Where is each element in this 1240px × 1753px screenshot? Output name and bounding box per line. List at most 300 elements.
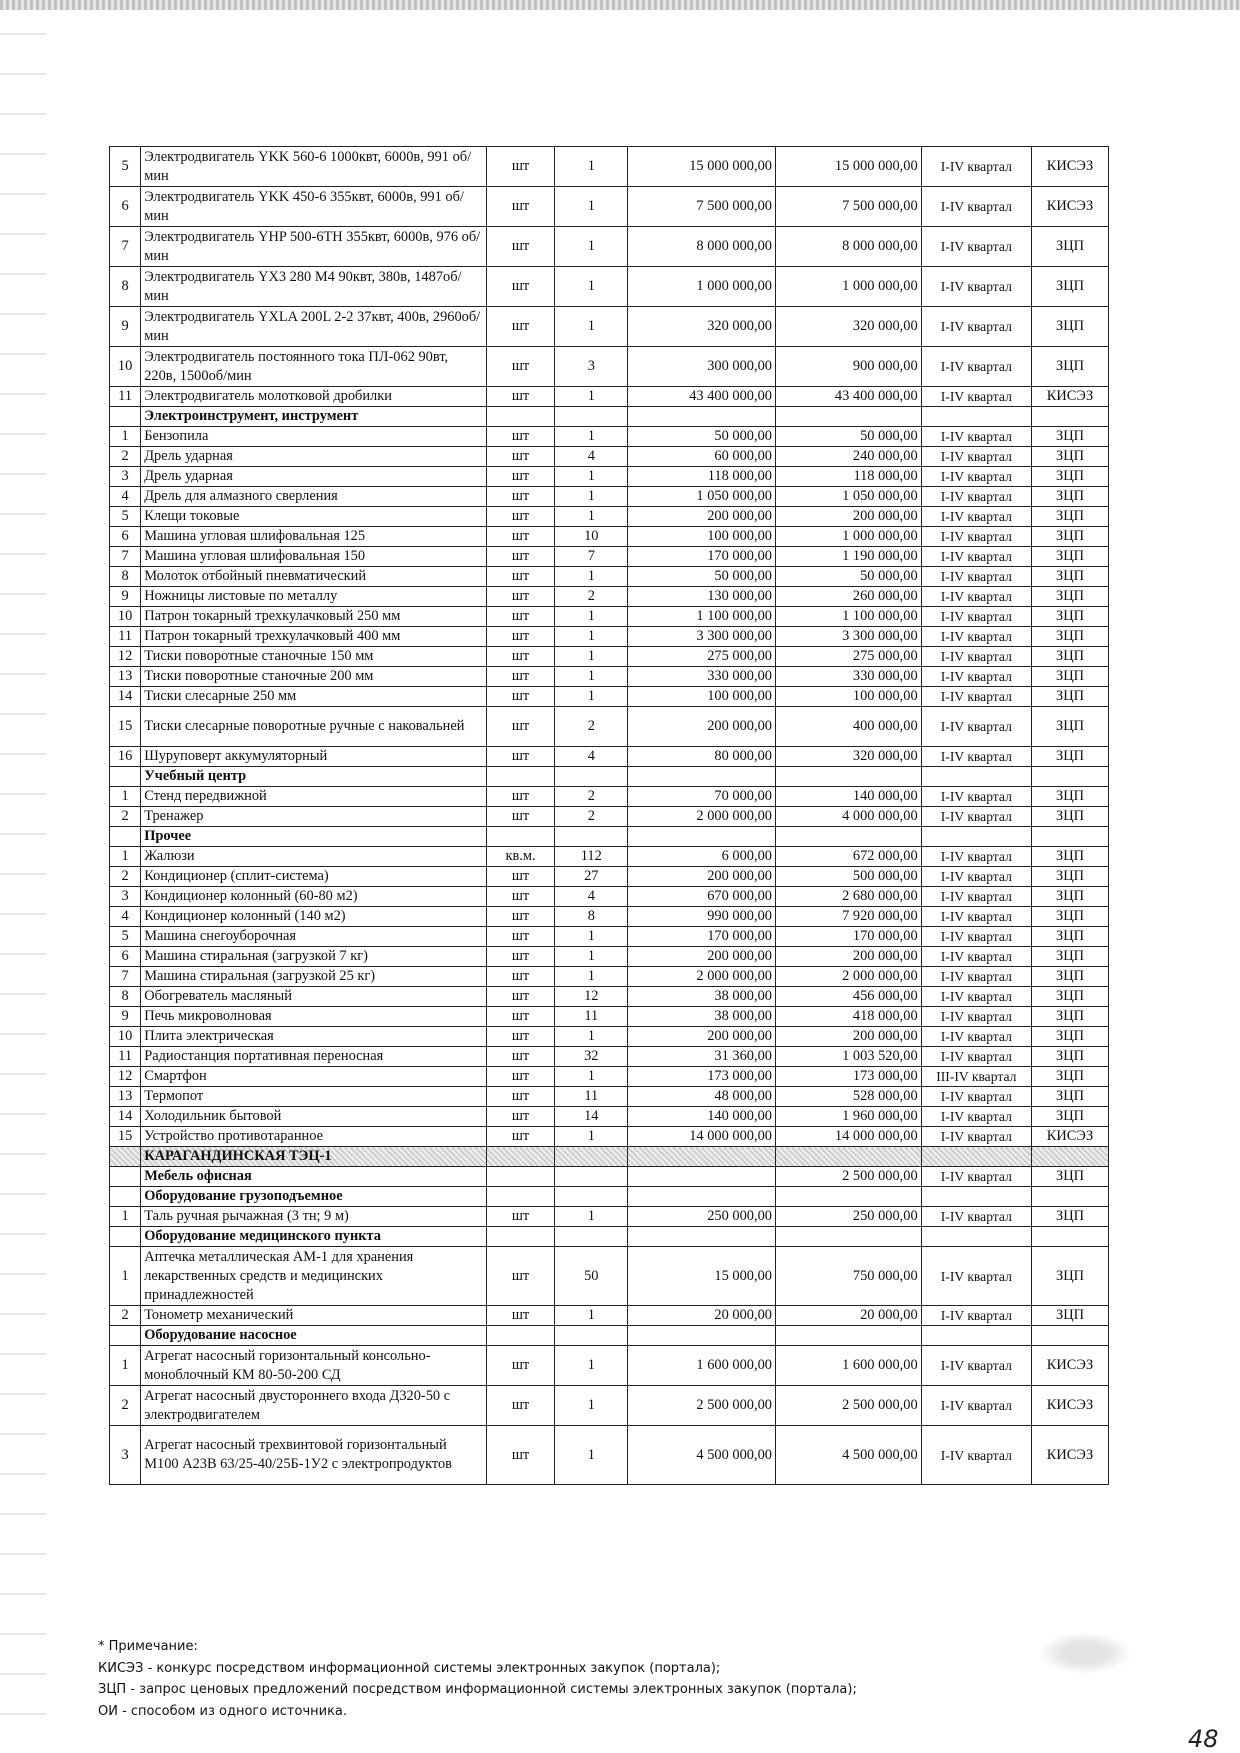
cell-unit: шт — [486, 1107, 555, 1127]
section-row — [110, 407, 1109, 427]
cell-unit: шт — [486, 747, 555, 767]
cell-unit-price: 330 000,00 — [628, 667, 776, 687]
cell-period: I-IV квартал — [921, 387, 1031, 407]
cell-period: I-IV квартал — [921, 1247, 1031, 1306]
cell-period — [921, 1187, 1031, 1207]
cell-total-sum: 200 000,00 — [775, 947, 921, 967]
cell-period: I-IV квартал — [921, 1167, 1031, 1187]
cell-unit-price: 320 000,00 — [628, 307, 776, 347]
cell-unit — [486, 1227, 555, 1247]
cell-total-sum: 200 000,00 — [775, 1027, 921, 1047]
cell-period: I-IV квартал — [921, 427, 1031, 447]
section-row — [110, 1167, 1109, 1187]
cell-unit: шт — [486, 887, 555, 907]
table-row — [110, 867, 1109, 887]
cell-procurement-method: ЗЦП — [1031, 1207, 1108, 1227]
cell-unit-price — [628, 407, 776, 427]
cell-period: I-IV квартал — [921, 647, 1031, 667]
cell-period: I-IV квартал — [921, 847, 1031, 867]
cell-total-sum: 173 000,00 — [775, 1067, 921, 1087]
cell-total-sum: 8 000 000,00 — [775, 227, 921, 267]
table-row — [110, 707, 1109, 747]
table-row — [110, 1047, 1109, 1067]
cell-unit: шт — [486, 1027, 555, 1047]
cell-procurement-method: КИСЭЗ — [1031, 1386, 1108, 1426]
table-row — [110, 947, 1109, 967]
cell-unit-price: 200 000,00 — [628, 707, 776, 747]
cell-procurement-method — [1031, 407, 1108, 427]
cell-unit: шт — [486, 687, 555, 707]
table-row — [110, 907, 1109, 927]
cell-unit-price: 80 000,00 — [628, 747, 776, 767]
cell-quantity: 1 — [555, 227, 628, 267]
cell-unit: шт — [486, 567, 555, 587]
table-row — [110, 307, 1109, 347]
cell-procurement-method — [1031, 1147, 1108, 1167]
cell-total-sum: 418 000,00 — [775, 1007, 921, 1027]
cell-period: I-IV квартал — [921, 747, 1031, 767]
table-row — [110, 387, 1109, 407]
cell-item-name: Электродвигатель YKK 450-6 355квт, 6000в, 991 об/мин — [141, 187, 486, 227]
cell-period: I-IV квартал — [921, 1007, 1031, 1027]
cell-unit-price: 200 000,00 — [628, 867, 776, 887]
cell-procurement-method: ЗЦП — [1031, 927, 1108, 947]
cell-quantity: 1 — [555, 1207, 628, 1227]
cell-total-sum: 672 000,00 — [775, 847, 921, 867]
cell-unit-price: 50 000,00 — [628, 427, 776, 447]
cell-row-number — [110, 1167, 141, 1187]
cell-period — [921, 1326, 1031, 1346]
cell-unit: шт — [486, 1346, 555, 1386]
cell-quantity: 1 — [555, 967, 628, 987]
cell-item-name: Радиостанция портативная переносная — [141, 1047, 486, 1067]
cell-quantity: 10 — [555, 527, 628, 547]
cell-unit-price — [628, 1227, 776, 1247]
cell-procurement-method: ЗЦП — [1031, 1107, 1108, 1127]
cell-procurement-method: ЗЦП — [1031, 267, 1108, 307]
cell-unit-price: 140 000,00 — [628, 1107, 776, 1127]
cell-procurement-method — [1031, 767, 1108, 787]
cell-quantity — [555, 827, 628, 847]
cell-quantity: 1 — [555, 1306, 628, 1326]
cell-total-sum — [775, 767, 921, 787]
cell-unit-price: 6 000,00 — [628, 847, 776, 867]
cell-total-sum: 320 000,00 — [775, 747, 921, 767]
cell-row-number: 14 — [110, 1107, 141, 1127]
cell-total-sum: 1 190 000,00 — [775, 547, 921, 567]
cell-quantity — [555, 767, 628, 787]
cell-period: I-IV квартал — [921, 567, 1031, 587]
cell-unit-price: 118 000,00 — [628, 467, 776, 487]
cell-unit — [486, 767, 555, 787]
cell-unit-price: 200 000,00 — [628, 1027, 776, 1047]
cell-unit: шт — [486, 1087, 555, 1107]
cell-unit-price: 1 000 000,00 — [628, 267, 776, 307]
cell-total-sum: 1 960 000,00 — [775, 1107, 921, 1127]
cell-quantity: 1 — [555, 947, 628, 967]
cell-quantity: 1 — [555, 467, 628, 487]
cell-period: I-IV квартал — [921, 1306, 1031, 1326]
cell-unit-price: 4 500 000,00 — [628, 1426, 776, 1485]
table-row — [110, 447, 1109, 467]
section-row — [110, 1187, 1109, 1207]
cell-unit: шт — [486, 387, 555, 407]
cell-total-sum: 100 000,00 — [775, 687, 921, 707]
cell-period: I-IV квартал — [921, 1107, 1031, 1127]
cell-procurement-method: ЗЦП — [1031, 1087, 1108, 1107]
cell-quantity: 1 — [555, 927, 628, 947]
section-row — [110, 1227, 1109, 1247]
cell-unit: шт — [486, 647, 555, 667]
cell-quantity: 1 — [555, 687, 628, 707]
cell-item-name: Клещи токовые — [141, 507, 486, 527]
table-row — [110, 807, 1109, 827]
cell-item-name: Тиски слесарные поворотные ручные с наковальней — [141, 707, 486, 747]
cell-row-number: 8 — [110, 567, 141, 587]
cell-quantity: 2 — [555, 807, 628, 827]
cell-item-name: Агрегат насосный горизонтальный консольно-моноблочный КМ 80-50-200 СД — [141, 1346, 486, 1386]
cell-unit: шт — [486, 187, 555, 227]
cell-unit: шт — [486, 967, 555, 987]
table-body — [110, 147, 1109, 1485]
cell-item-name: Шуруповерт аккумуляторный — [141, 747, 486, 767]
cell-row-number: 11 — [110, 627, 141, 647]
cell-unit-price — [628, 767, 776, 787]
cell-total-sum — [775, 1187, 921, 1207]
cell-quantity: 1 — [555, 147, 628, 187]
cell-procurement-method: ЗЦП — [1031, 627, 1108, 647]
cell-procurement-method: ЗЦП — [1031, 467, 1108, 487]
cell-item-name: Тренажер — [141, 807, 486, 827]
cell-item-name: Аптечка металлическая АМ-1 для хранения лекарственных средств и медицинских принадлежностей — [141, 1247, 486, 1306]
cell-unit-price: 1 600 000,00 — [628, 1346, 776, 1386]
cell-total-sum: 200 000,00 — [775, 507, 921, 527]
cell-item-name: Кондиционер (сплит-система) — [141, 867, 486, 887]
table-row — [110, 187, 1109, 227]
cell-quantity: 1 — [555, 1346, 628, 1386]
cell-procurement-method: ЗЦП — [1031, 667, 1108, 687]
cell-procurement-method: ЗЦП — [1031, 1027, 1108, 1047]
cell-procurement-method: ЗЦП — [1031, 427, 1108, 447]
cell-quantity: 4 — [555, 447, 628, 467]
cell-period: I-IV квартал — [921, 587, 1031, 607]
cell-procurement-method: ЗЦП — [1031, 987, 1108, 1007]
cell-quantity: 4 — [555, 747, 628, 767]
cell-item-name: Электродвигатель YX3 280 M4 90квт, 380в, 1487об/мин — [141, 267, 486, 307]
cell-row-number: 12 — [110, 647, 141, 667]
cell-quantity: 11 — [555, 1087, 628, 1107]
cell-item-name: Дрель ударная — [141, 447, 486, 467]
cell-unit-price: 2 000 000,00 — [628, 807, 776, 827]
cell-item-name: Машина стиральная (загрузкой 7 кг) — [141, 947, 486, 967]
cell-period: I-IV квартал — [921, 447, 1031, 467]
cell-item-name: Тонометр механический — [141, 1306, 486, 1326]
cell-procurement-method — [1031, 1187, 1108, 1207]
table-row — [110, 227, 1109, 267]
cell-item-name: Печь микроволновая — [141, 1007, 486, 1027]
table-row — [110, 427, 1109, 447]
cell-quantity: 1 — [555, 487, 628, 507]
cell-total-sum: 250 000,00 — [775, 1207, 921, 1227]
cell-period: I-IV квартал — [921, 307, 1031, 347]
cell-unit-price: 170 000,00 — [628, 547, 776, 567]
cell-unit-price: 14 000 000,00 — [628, 1127, 776, 1147]
table-row — [110, 787, 1109, 807]
cell-unit-price: 200 000,00 — [628, 507, 776, 527]
cell-total-sum: 20 000,00 — [775, 1306, 921, 1326]
cell-item-name: Прочее — [141, 827, 486, 847]
cell-unit — [486, 1326, 555, 1346]
table-row — [110, 1426, 1109, 1485]
cell-row-number: 16 — [110, 747, 141, 767]
cell-unit: шт — [486, 447, 555, 467]
cell-unit-price — [628, 1187, 776, 1207]
cell-row-number: 1 — [110, 787, 141, 807]
cell-row-number — [110, 1147, 141, 1167]
cell-row-number: 6 — [110, 527, 141, 547]
cell-total-sum: 330 000,00 — [775, 667, 921, 687]
cell-procurement-method: ЗЦП — [1031, 507, 1108, 527]
cell-row-number: 1 — [110, 1346, 141, 1386]
cell-total-sum: 170 000,00 — [775, 927, 921, 947]
table-row — [110, 927, 1109, 947]
cell-procurement-method: КИСЭЗ — [1031, 147, 1108, 187]
cell-period: I-IV квартал — [921, 927, 1031, 947]
cell-unit-price: 3 300 000,00 — [628, 627, 776, 647]
cell-quantity — [555, 1326, 628, 1346]
table-row — [110, 1107, 1109, 1127]
cell-total-sum: 900 000,00 — [775, 347, 921, 387]
cell-item-name: Учебный центр — [141, 767, 486, 787]
cell-procurement-method: ЗЦП — [1031, 1247, 1108, 1306]
procurement-table-container — [109, 146, 1111, 1485]
cell-unit: шт — [486, 307, 555, 347]
cell-row-number: 10 — [110, 607, 141, 627]
cell-row-number — [110, 827, 141, 847]
cell-period: I-IV квартал — [921, 687, 1031, 707]
cell-procurement-method — [1031, 1227, 1108, 1247]
cell-item-name: Патрон токарный трехкулачковый 400 мм — [141, 627, 486, 647]
table-row — [110, 1067, 1109, 1087]
cell-unit: шт — [486, 1207, 555, 1227]
section-row — [110, 827, 1109, 847]
cell-unit-price: 275 000,00 — [628, 647, 776, 667]
cell-item-name: Стенд передвижной — [141, 787, 486, 807]
cell-period: I-IV квартал — [921, 947, 1031, 967]
cell-procurement-method: ЗЦП — [1031, 787, 1108, 807]
cell-quantity: 1 — [555, 567, 628, 587]
cell-procurement-method: ЗЦП — [1031, 607, 1108, 627]
cell-item-name: Молоток отбойный пневматический — [141, 567, 486, 587]
cell-total-sum: 2 680 000,00 — [775, 887, 921, 907]
cell-quantity — [555, 1167, 628, 1187]
cell-total-sum — [775, 1147, 921, 1167]
table-row — [110, 467, 1109, 487]
cell-row-number: 4 — [110, 487, 141, 507]
cell-item-name: Оборудование грузоподъемное — [141, 1187, 486, 1207]
cell-unit-price: 2 000 000,00 — [628, 967, 776, 987]
cell-total-sum: 528 000,00 — [775, 1087, 921, 1107]
cell-procurement-method: ЗЦП — [1031, 447, 1108, 467]
cell-quantity: 1 — [555, 1426, 628, 1485]
cell-period: I-IV квартал — [921, 227, 1031, 267]
cell-unit: шт — [486, 987, 555, 1007]
table-row — [110, 887, 1109, 907]
cell-unit-price: 130 000,00 — [628, 587, 776, 607]
cell-quantity: 1 — [555, 267, 628, 307]
cell-row-number: 10 — [110, 1027, 141, 1047]
cell-procurement-method: ЗЦП — [1031, 807, 1108, 827]
scan-edge-top — [0, 0, 1240, 10]
cell-row-number: 10 — [110, 347, 141, 387]
cell-period: I-IV квартал — [921, 467, 1031, 487]
cell-procurement-method: КИСЭЗ — [1031, 1346, 1108, 1386]
cell-period: I-IV квартал — [921, 1346, 1031, 1386]
cell-quantity: 4 — [555, 887, 628, 907]
cell-procurement-method — [1031, 1326, 1108, 1346]
cell-item-name: Устройство противотаранное — [141, 1127, 486, 1147]
cell-period: I-IV квартал — [921, 667, 1031, 687]
cell-quantity: 14 — [555, 1107, 628, 1127]
table-row — [110, 1087, 1109, 1107]
cell-procurement-method: ЗЦП — [1031, 587, 1108, 607]
cell-total-sum: 320 000,00 — [775, 307, 921, 347]
table-row — [110, 1027, 1109, 1047]
cell-quantity: 7 — [555, 547, 628, 567]
cell-period: I-IV квартал — [921, 1127, 1031, 1147]
cell-period: I-IV квартал — [921, 1027, 1031, 1047]
table-row — [110, 267, 1109, 307]
cell-row-number: 1 — [110, 1207, 141, 1227]
cell-unit-price: 100 000,00 — [628, 687, 776, 707]
table-row — [110, 667, 1109, 687]
section-row — [110, 767, 1109, 787]
cell-total-sum: 240 000,00 — [775, 447, 921, 467]
cell-unit: шт — [486, 507, 555, 527]
table-row — [110, 967, 1109, 987]
cell-unit: шт — [486, 1047, 555, 1067]
cell-total-sum: 750 000,00 — [775, 1247, 921, 1306]
cell-procurement-method: ЗЦП — [1031, 907, 1108, 927]
cell-period: I-IV квартал — [921, 607, 1031, 627]
cell-total-sum: 2 500 000,00 — [775, 1167, 921, 1187]
cell-unit — [486, 1187, 555, 1207]
cell-row-number: 15 — [110, 1127, 141, 1147]
cell-quantity: 1 — [555, 607, 628, 627]
table-row — [110, 687, 1109, 707]
cell-unit: шт — [486, 267, 555, 307]
cell-item-name: Электродвигатель YHP 500-6TH 355квт, 6000в, 976 об/мин — [141, 227, 486, 267]
cell-unit: шт — [486, 427, 555, 447]
cell-total-sum: 400 000,00 — [775, 707, 921, 747]
table-row — [110, 987, 1109, 1007]
cell-row-number: 7 — [110, 547, 141, 567]
cell-total-sum: 1 100 000,00 — [775, 607, 921, 627]
cell-row-number: 2 — [110, 1306, 141, 1326]
cell-procurement-method: ЗЦП — [1031, 307, 1108, 347]
cell-total-sum — [775, 407, 921, 427]
cell-quantity: 8 — [555, 907, 628, 927]
cell-quantity: 2 — [555, 587, 628, 607]
cell-unit: шт — [486, 527, 555, 547]
table-row — [110, 347, 1109, 387]
cell-unit-price: 70 000,00 — [628, 787, 776, 807]
cell-period: I-IV квартал — [921, 487, 1031, 507]
cell-procurement-method: ЗЦП — [1031, 847, 1108, 867]
cell-procurement-method: ЗЦП — [1031, 547, 1108, 567]
table-row — [110, 747, 1109, 767]
cell-unit-price: 173 000,00 — [628, 1067, 776, 1087]
cell-quantity: 50 — [555, 1247, 628, 1306]
cell-total-sum: 1 000 000,00 — [775, 527, 921, 547]
cell-total-sum: 15 000 000,00 — [775, 147, 921, 187]
cell-item-name: Смартфон — [141, 1067, 486, 1087]
cell-row-number: 5 — [110, 927, 141, 947]
cell-period: I-IV квартал — [921, 887, 1031, 907]
cell-unit-price: 8 000 000,00 — [628, 227, 776, 267]
cell-total-sum — [775, 1227, 921, 1247]
cell-procurement-method: КИСЭЗ — [1031, 1127, 1108, 1147]
cell-item-name: Оборудование насосное — [141, 1326, 486, 1346]
table-row — [110, 1386, 1109, 1426]
cell-total-sum: 118 000,00 — [775, 467, 921, 487]
cell-quantity: 27 — [555, 867, 628, 887]
cell-item-name: Термопот — [141, 1087, 486, 1107]
cell-unit-price — [628, 1147, 776, 1167]
cell-row-number: 2 — [110, 867, 141, 887]
cell-total-sum: 140 000,00 — [775, 787, 921, 807]
cell-quantity: 1 — [555, 187, 628, 227]
cell-row-number: 11 — [110, 1047, 141, 1067]
cell-period: I-IV квартал — [921, 967, 1031, 987]
cell-quantity: 112 — [555, 847, 628, 867]
cell-item-name: Электроинструмент, инструмент — [141, 407, 486, 427]
cell-row-number — [110, 407, 141, 427]
cell-item-name: Электродвигатель YKK 560-6 1000квт, 6000в, 991 об/мин — [141, 147, 486, 187]
cell-unit-price: 670 000,00 — [628, 887, 776, 907]
cell-total-sum: 1 600 000,00 — [775, 1346, 921, 1386]
cell-row-number: 2 — [110, 807, 141, 827]
cell-unit: шт — [486, 907, 555, 927]
cell-procurement-method: ЗЦП — [1031, 867, 1108, 887]
cell-unit: шт — [486, 547, 555, 567]
cell-row-number: 1 — [110, 1247, 141, 1306]
cell-unit: шт — [486, 1306, 555, 1326]
cell-unit: шт — [486, 807, 555, 827]
cell-unit-price — [628, 1326, 776, 1346]
cell-unit-price: 170 000,00 — [628, 927, 776, 947]
cell-row-number: 2 — [110, 1386, 141, 1426]
cell-procurement-method: ЗЦП — [1031, 687, 1108, 707]
cell-procurement-method: КИСЭЗ — [1031, 1426, 1108, 1485]
cell-period — [921, 767, 1031, 787]
cell-unit-price: 15 000,00 — [628, 1247, 776, 1306]
cell-unit-price: 2 500 000,00 — [628, 1386, 776, 1426]
section-row — [110, 1326, 1109, 1346]
table-row — [110, 567, 1109, 587]
cell-row-number: 15 — [110, 707, 141, 747]
cell-period: I-IV квартал — [921, 147, 1031, 187]
cell-unit: шт — [486, 1127, 555, 1147]
cell-row-number — [110, 1326, 141, 1346]
cell-period: I-IV квартал — [921, 187, 1031, 227]
cell-total-sum: 50 000,00 — [775, 567, 921, 587]
cell-item-name: Агрегат насосный двустороннего входа Д320-50 с электродвигателем — [141, 1386, 486, 1426]
cell-quantity: 2 — [555, 707, 628, 747]
cell-procurement-method: ЗЦП — [1031, 947, 1108, 967]
cell-procurement-method: ЗЦП — [1031, 347, 1108, 387]
cell-unit-price: 38 000,00 — [628, 1007, 776, 1027]
